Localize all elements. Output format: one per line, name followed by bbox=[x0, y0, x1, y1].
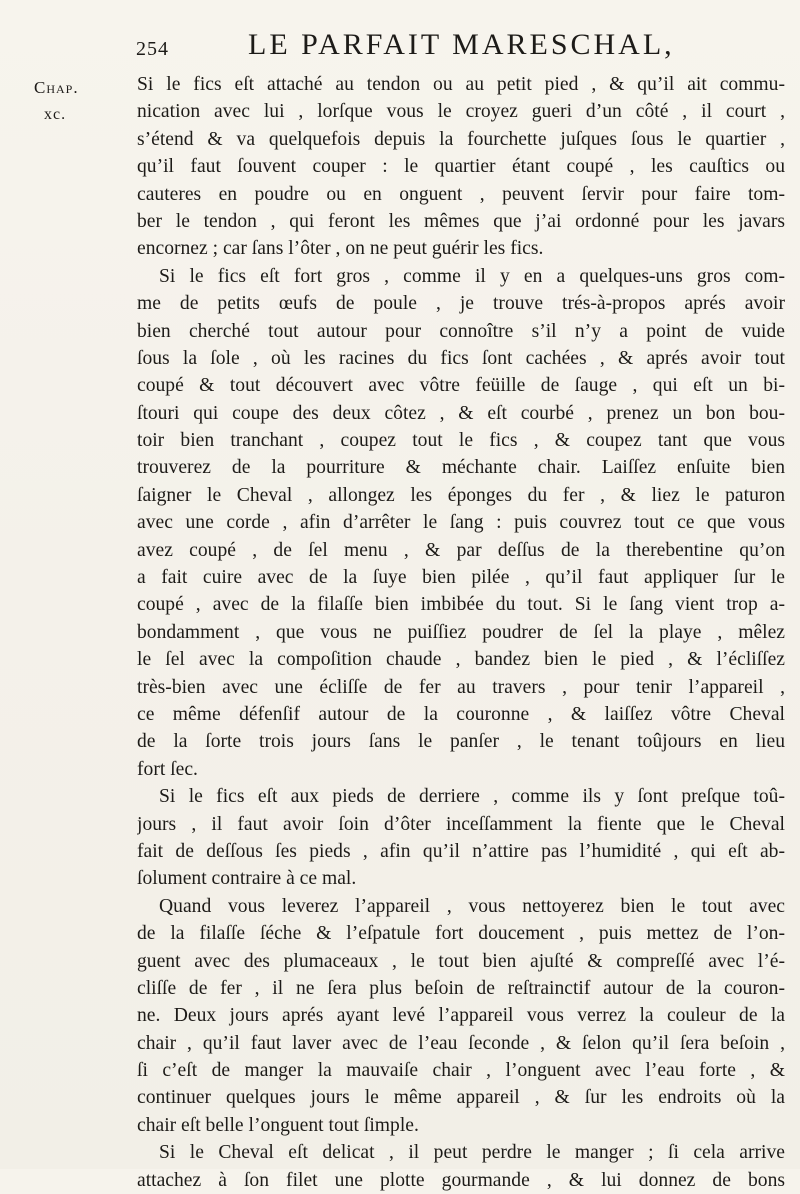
text-line: ber le tendon , qui feront les mêmes que j’ai ordonné pour les javars bbox=[137, 210, 785, 232]
text-line: toir bien tranchant , coupez tout le fics , & coupez tant que vous bbox=[137, 430, 785, 452]
text-line: cliſſe de fer , il ne ſera plus beſoin de reſtrainctif autour de la couron- bbox=[137, 977, 785, 999]
text-line: ſi c’eſt de manger la mauvaiſe chair , l’onguent avec l’eau forte , & bbox=[137, 1060, 785, 1082]
text-line: ce même défenſif autour de la couronne , & laiſſez vôtre Cheval bbox=[137, 703, 785, 725]
text-line: coupé & tout découvert avec vôtre feüille de ſauge , qui eſt un bi- bbox=[137, 375, 785, 397]
text-line: ſous la ſole , où les racines du fics ſont cachées , & aprés avoir tout bbox=[137, 347, 785, 369]
text-line: coupé , avec de la filaſſe bien imbibée du tout. Si le ſang vient trop a- bbox=[137, 594, 785, 616]
page-header bbox=[0, 28, 800, 68]
text-line: ſolument contraire à ce mal. bbox=[137, 868, 357, 890]
text-line: Si le fics eſt attaché au tendon ou au petit pied , & qu’il ait commu- bbox=[137, 74, 785, 95]
text-line: Quand vous leverez l’appareil , vous nettoyerez bien le tout avec bbox=[159, 895, 785, 917]
text-line: attachez à ſon filet une plotte gourmande , & lui donnez de bons bbox=[137, 1169, 785, 1191]
text-line: fait de deſſous ſes pieds , afin qu’il n’attire pas l’humidité , qui eſt ab- bbox=[137, 840, 785, 862]
text-line: Si le Cheval eſt delicat , il peut perdre le manger ; ſi cela arrive bbox=[159, 1142, 785, 1164]
text-line: avez coupé , de ſel menu , & par deſſus de la therebentine qu’on bbox=[137, 539, 785, 561]
body-text bbox=[137, 71, 785, 1194]
running-title: LE PARFAIT MARESCHAL, bbox=[248, 28, 675, 61]
text-line: nication avec lui , lorſque vous le croyez gueri d’un côté , il court , bbox=[137, 101, 785, 123]
page-number: 254 bbox=[136, 38, 169, 60]
text-line: très-bien avec une écliſſe de fer au travers , pour tenir l’appareil , bbox=[137, 676, 785, 698]
text-line: fort ſec. bbox=[137, 758, 198, 780]
text-line: bondamment , que vous ne puiſſiez poudrer de ſel la playe , mêlez bbox=[137, 621, 785, 643]
text-line: chair eſt belle l’onguent tout ſimple. bbox=[137, 1114, 419, 1136]
text-line: chair , qu’il faut laver avec de l’eau ſeconde , & ſelon qu’il ſera beſoin , bbox=[137, 1032, 785, 1054]
text-line: ſtouri qui coupe des deux côtez , & eſt courbé , prenez un bon bou- bbox=[137, 402, 785, 424]
chapter-margin-note bbox=[34, 74, 79, 128]
text-line: ne. Deux jours aprés ayant levé l’appareil vous verrez la couleur de la bbox=[137, 1005, 785, 1027]
text-line: Si le fics eſt aux pieds de derriere , comme ils y ſont preſque toû- bbox=[159, 786, 785, 808]
chapter-number: xc. bbox=[44, 106, 67, 123]
text-line: de la ſorte trois jours ſans le panſer , le tenant toûjours en lieu bbox=[137, 731, 785, 753]
text-line: qu’il faut ſouvent couper : le quartier étant coupé , les cauſtics ou bbox=[137, 156, 785, 178]
text-line: continuer quelques jours le même appareil , & ſur les endroits où la bbox=[137, 1087, 785, 1109]
text-line: s’étend & va quelquefois depuis la fourchette juſques ſous le quartier , bbox=[137, 128, 785, 150]
text-line: bien cherché tout autour pour connoître s’il n’y a point de vuide bbox=[137, 320, 785, 342]
text-line: de la filaſſe ſéche & l’eſpatule fort doucement , puis mettez de l’on- bbox=[137, 923, 785, 945]
text-line: cauteres en poudre ou en onguent , peuvent ſervir pour faire tom- bbox=[137, 183, 785, 205]
text-line: avec une corde , afin d’arrêter le ſang : puis couvrez tout ce que vous bbox=[137, 512, 785, 534]
chapter-label: Chap. bbox=[34, 78, 79, 97]
text-line: me de petits œufs de poule , je trouve trés-à-propos aprés avoir bbox=[137, 293, 785, 315]
text-line: ſaigner le Cheval , allongez les éponges du fer , & liez le paturon bbox=[137, 484, 785, 506]
text-line: Si le fics eſt fort gros , comme il y en a quelques-uns gros com- bbox=[159, 265, 785, 287]
text-line: guent avec des plumaceaux , le tout bien ajuſté & compreſſé avec l’é- bbox=[137, 950, 785, 972]
text-line: jours , il faut avoir ſoin d’ôter inceſſamment la fiente que le Cheval bbox=[137, 813, 785, 835]
text-line: le ſel avec la compoſition chaude , bandez bien le pied , & l’écliſſez bbox=[137, 649, 785, 671]
text-line: trouverez de la pourriture & méchante chair. Laiſſez enſuite bien bbox=[137, 457, 785, 479]
text-line: encornez ; car ſans l’ôter , on ne peut guérir les fics. bbox=[137, 238, 544, 260]
text-line: a fait cuire avec de la ſuye bien pilée , qu’il faut appliquer ſur le bbox=[137, 567, 785, 589]
